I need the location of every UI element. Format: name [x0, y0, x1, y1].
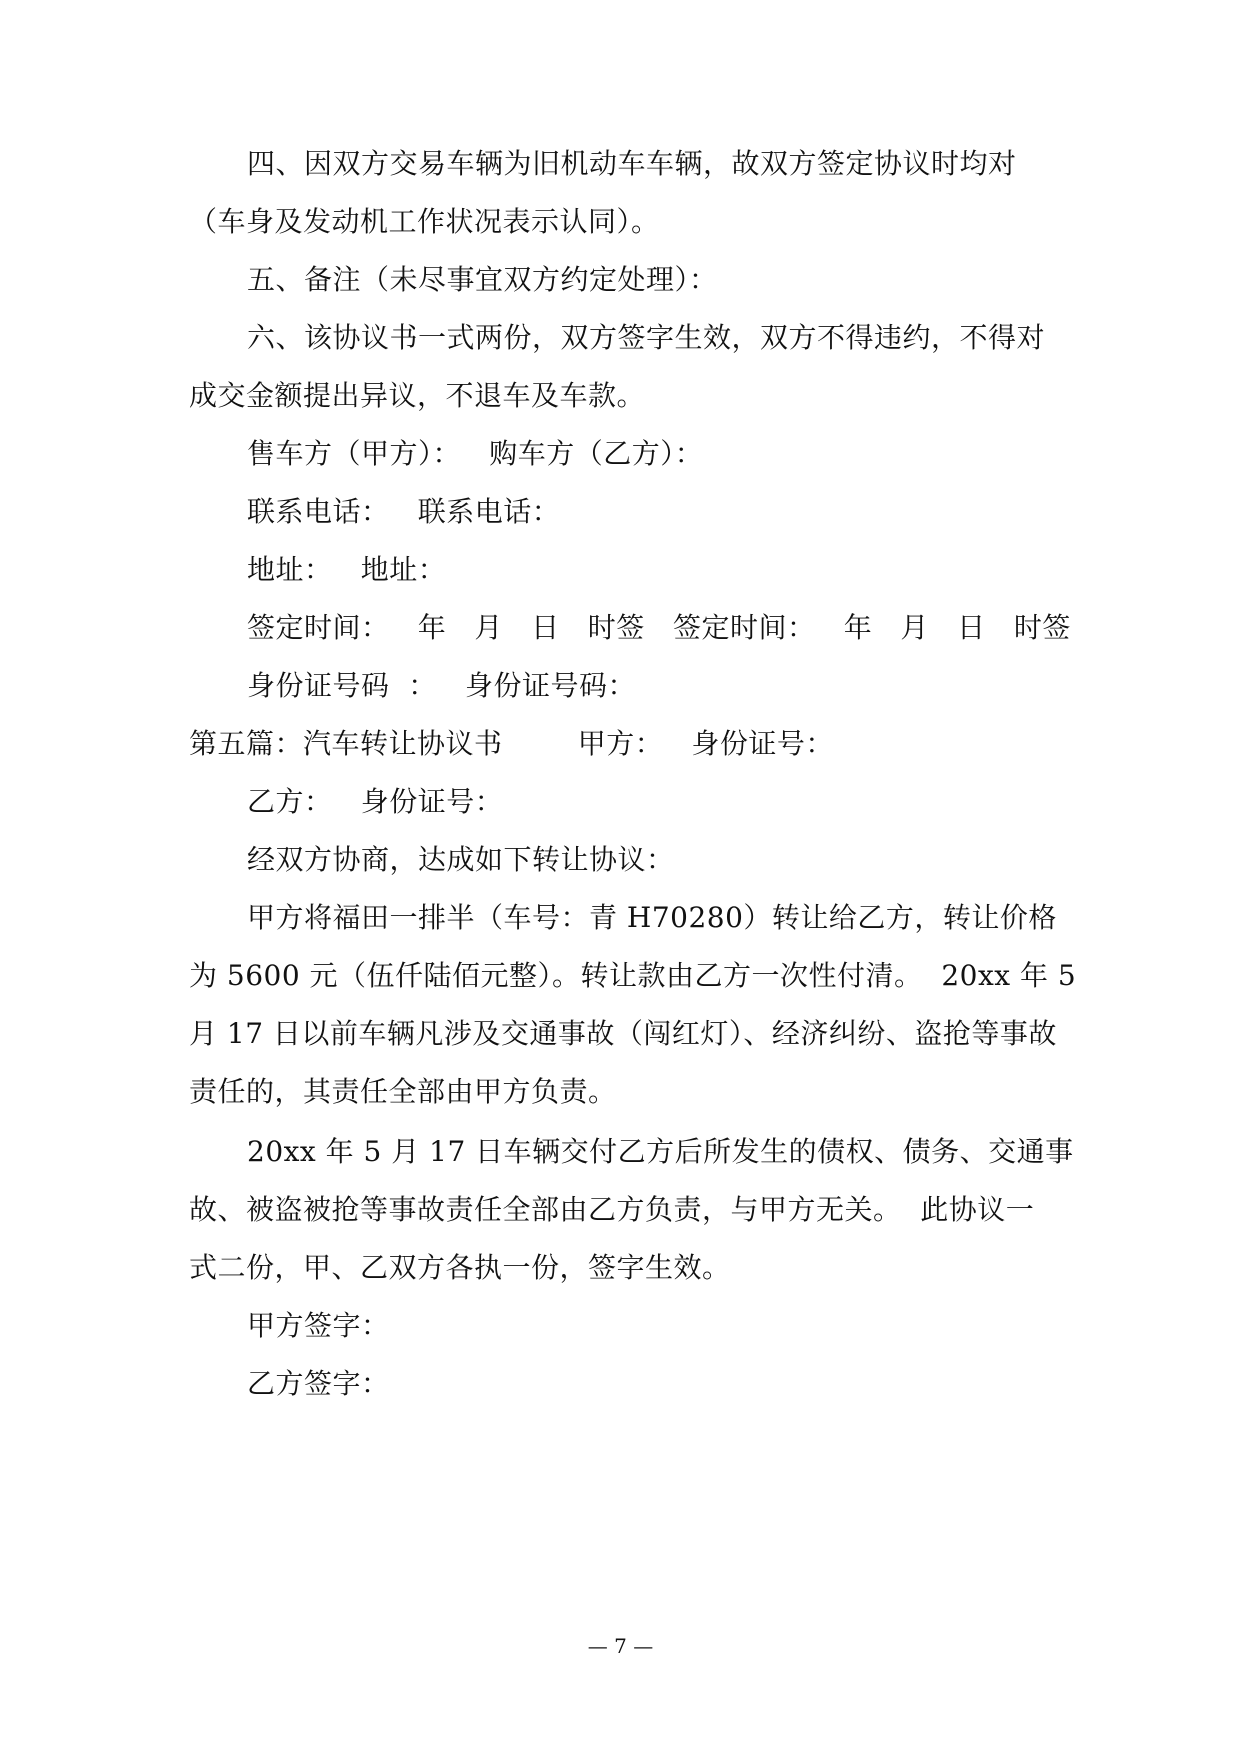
transfer-line-1: 甲方将福田一排半（车号：青 H70280）转让给乙方，转让价格	[247, 901, 1057, 934]
party-b-id-line: 乙方： 身份证号：	[247, 785, 504, 818]
transfer-line-4: 责任的，其责任全部由甲方负责。	[189, 1075, 617, 1108]
after-delivery-line-1: 20xx 年 5 月 17 日车辆交付乙方后所发生的债权、债务、交通事	[247, 1135, 1074, 1168]
page-number: — 7 —	[587, 1634, 654, 1658]
transfer-line-3: 月 17 日以前车辆凡涉及交通事故（闯红灯）、经济纠纷、盗抢等事故	[189, 1017, 1057, 1050]
clause-6-line-1: 六、该协议书一式两份，双方签字生效，双方不得违约，不得对	[247, 321, 1046, 354]
clause-4-line-1: 四、因双方交易车辆为旧机动车车辆，故双方签定协议时均对	[247, 147, 1017, 180]
clause-5: 五、备注（未尽事宜双方约定处理）：	[247, 263, 718, 296]
signing-time-line: 签定时间： 年 月 日 时签 签定时间： 年 月 日 时签	[247, 611, 1071, 644]
transfer-line-2: 为 5600 元（伍仟陆佰元整）。转让款由乙方一次性付清。 20xx 年 5	[189, 959, 1077, 992]
clause-6-line-2: 成交金额提出异议，不退车及车款。	[189, 379, 646, 412]
agreement-intro: 经双方协商，达成如下转让协议：	[247, 843, 675, 876]
clause-4-line-2: （车身及发动机工作状况表示认同）。	[189, 205, 660, 238]
phone-line: 联系电话： 联系电话：	[247, 495, 561, 528]
section-title-line: 第五篇：汽车转让协议书 甲方： 身份证号：	[189, 727, 834, 760]
party-a-signature: 甲方签字：	[247, 1309, 390, 1342]
after-delivery-line-3: 式二份，甲、乙双方各执一份，签字生效。	[189, 1251, 731, 1284]
party-b-signature: 乙方签字：	[247, 1367, 390, 1400]
after-delivery-line-2: 故、被盗被抢等事故责任全部由乙方负责，与甲方无关。 此协议一	[189, 1193, 1035, 1226]
seller-buyer-line: 售车方（甲方）： 购车方（乙方）：	[247, 437, 704, 470]
address-line: 地址： 地址：	[247, 553, 447, 586]
id-number-line: 身份证号码 ： 身份证号码：	[247, 669, 637, 702]
